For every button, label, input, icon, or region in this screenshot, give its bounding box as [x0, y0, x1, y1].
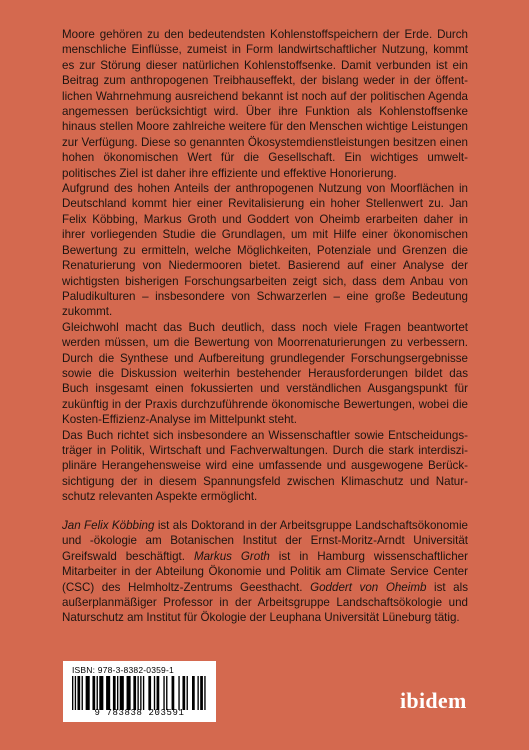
- barcode-bar: [72, 676, 73, 710]
- blurb: [62, 27, 468, 505]
- author-name-3: Goddert von Oheimb: [310, 580, 427, 594]
- barcode-bar: [97, 676, 98, 710]
- barcode-bar: [163, 676, 164, 710]
- barcode-bar: [178, 676, 179, 710]
- barcode-bar: [127, 676, 131, 710]
- barcode-bar: [166, 676, 167, 710]
- barcode-bar: [200, 676, 203, 710]
- isbn-label: ISBN: 978-3-8382-0359-1: [72, 665, 174, 675]
- barcode-bar: [137, 676, 138, 710]
- barcode-bar: [143, 676, 144, 710]
- author-bio-paragraph: [62, 518, 468, 626]
- author-bios: [62, 518, 468, 626]
- barcode-bar: [154, 676, 155, 710]
- barcode-bar: [75, 676, 76, 710]
- author-bio-1: ist als Doktorand in der Arbeitsgruppe Landschaftsökonomie und -ökologie am Botanischen Institut der Ernst-Moritz-Arndt Universität Greifswald beschäftigt.: [62, 519, 468, 563]
- barcode-bar: [106, 676, 110, 710]
- barcode-bar: [182, 676, 185, 710]
- ean-digits: 9 783838 203591: [94, 708, 185, 718]
- blurb-paragraph-3: Gleichwohl macht das Buch deutlich, dass noch viele Fragen beantwortet werden müssen, um die Bewertung von Moorrenaturierungen zu verbessern. Durch die Synthese und Aufbereitung grundlegender Forschungsergebnisse sowie die Diskussion weiterhin bestehender Herausforderungen bildet das Buch insgesamt einen fokussierten und verständlichen Ausgangspunkt für zukünftig in der Praxis durchzuführende ökonomische Bewertungen, wobei die Kosten-Effizienz-Analyse im Mittelpunkt steht.: [62, 320, 468, 427]
- barcode-bar: [192, 676, 195, 710]
- barcode-bar: [92, 676, 95, 710]
- author-name-1: Jan Felix Köbbing: [62, 519, 155, 532]
- barcode-bar: [120, 676, 124, 710]
- barcode-bar: [82, 676, 83, 710]
- barcode-bar: [157, 676, 160, 710]
- blurb-paragraph-4: Das Buch richtet sich insbesondere an Wissenschaftler sowie Entscheidungsträger in Politik, Wirtschaft und Fachverwaltungen. Durch die stark interdisziplinäre Herangehensweise wird eine umfassende und ausgewogene Berücksichtigung der in diesem Spannungsfeld zwischen Klimaschutz und Naturschutz relevanten Aspekte ermöglicht.: [62, 428, 468, 504]
- barcode-bar: [140, 676, 141, 710]
- blurb-paragraph-2: Aufgrund des hohen Anteils der anthropogenen Nutzung von Moorflächen in Deutschland kommt hier einer Revitalisierung ein hoher Stellenwert zu. Jan Felix Köbbing, Markus Groth und Goddert von Oheimb erarbeiten daher in ihrer vorliegenden Studie die Grundlagen, um mit Hilfe einer ökonomischen Bewertung zu ermitteln, welche Möglichkeiten, Potenziale und Grenzen die Renaturierung von Niedermooren bietet. Basierend auf einer Analyse der wichtigsten bisherigen Forschungsarbeiten zeigt sich, dass dem Anbau von Paludikulturen – insbesondere von Schwarzerlen – eine große Bedeutung zukommt.: [62, 182, 468, 319]
- barcode-bar: [77, 676, 80, 710]
- barcode-bar: [197, 676, 198, 710]
- barcode-bar: [187, 676, 188, 710]
- barcode-bar: [113, 676, 116, 710]
- barcode-bar: [148, 676, 151, 710]
- barcode-bar: [117, 676, 118, 710]
- barcode-bar: [133, 676, 136, 710]
- barcode-bar: [99, 676, 103, 710]
- blurb-paragraph-1: Moore gehören zu den bedeutendsten Kohlenstoffspeichern der Erde. Durch menschliche Einflüsse, zumeist in Form landwirtschaftlicher Nutzung, kommt es zur Störung dieser natürlichen Kohlenstoffsenke. Damit verbunden ist ein Beitrag zum anthropogenen Treibhauseffekt, der bislang weder in der öffentlichen Wahrnehmung ausreichend bekannt ist noch auf der politischen Agenda angemessen berücksichtigt wird. Über ihre Funktion als Kohlenstoffsenke hinaus stellen Moore zahlreiche weitere für den Menschen wichtige Leistungen zur Verfügung. Diese so genannten Ökosystemdienstleistungen besitzen einen hohen ökonomischen Wert für die Gesellschaft. Ein wichtiges umweltpolitisches Ziel ist daher ihre effiziente und effektive Honorierung.: [62, 28, 468, 180]
- publisher-logo: ibidem: [400, 688, 467, 713]
- barcode-bars: [72, 676, 207, 710]
- author-name-2: Markus Groth: [193, 549, 270, 563]
- barcode-bar: [204, 676, 205, 710]
- barcode-bar: [172, 676, 175, 710]
- author-bio-3: ist als außerplanmäßiger Professor in der Arbeitsgruppe Landschaftsökologie und Naturschutz am Institut für Ökologie der Leuphana Universität Lüneburg tätig.: [62, 580, 469, 625]
- author-bio-2: ist in Hamburg wissenschaftlicher Mitarbeiter in der Abteilung Ökonomie und Politik am Climate Service Center (CSC) des Helmholtz-Zentrums Geesthacht.: [62, 549, 468, 594]
- barcode-bar: [86, 676, 90, 710]
- isbn-barcode: [63, 661, 216, 722]
